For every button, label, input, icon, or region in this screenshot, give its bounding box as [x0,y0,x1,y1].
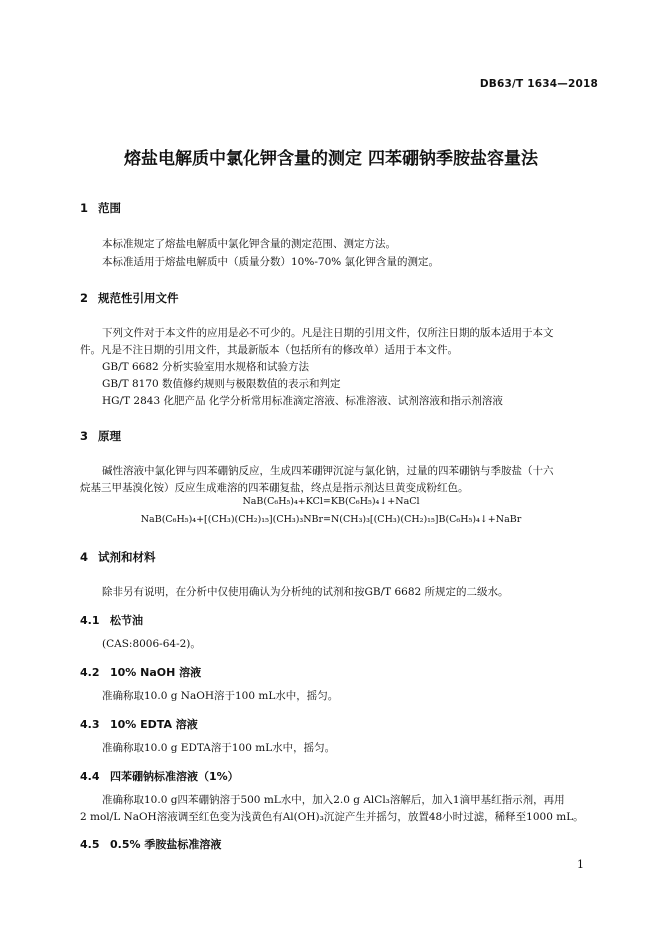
subsection-number: 4.1 [80,614,100,627]
subsection-heading [80,612,143,628]
section-title: 试剂和材料 [98,550,156,564]
subsection-number: 4.4 [80,770,100,783]
reference-item: GB/T 6682 分析实验室用水规格和试验方法 [102,361,310,373]
section-heading-principle [80,428,121,444]
paragraph-line: 准确称取10.0 g NaOH溶于100 mL水中，摇匀。 [102,690,339,702]
section-heading-reagents [80,549,156,565]
section-number: 4 [80,550,89,564]
paragraph-line: 本标准适用于熔盐电解质中（质量分数）10%-70% 氯化钾含量的测定。 [102,256,440,268]
reference-item: HG/T 2843 化肥产品 化学分析常用标准滴定溶液、标准溶液、试剂溶液和指示剂溶液 [102,395,503,407]
subsection-heading [80,768,239,784]
page-title: 熔盐电解质中氯化钾含量的测定 四苯硼钠季胺盐容量法 [124,149,538,169]
section-heading-scope [80,200,121,216]
paragraph-line: (CAS:8006-64-2)。 [102,638,201,650]
section-title: 原理 [98,429,121,443]
subsection-title: 0.5% 季胺盐标准溶液 [110,838,222,851]
subsection-title: 10% EDTA 溶液 [110,718,198,731]
reference-item: GB/T 8170 数值修约规则与极限数值的表示和判定 [102,378,341,390]
paragraph-line: 烷基三甲基溴化铵）反应生成难溶的四苯硼复盐，终点是指示剂达旦黄变成粉红色。 [80,482,469,494]
section-number: 3 [80,429,89,443]
paragraph-line: 2 mol/L NaOH溶液调至红色变为浅黄色有Al(OH)₃沉淀产生并摇匀，放置48小时过滤，稀释至1000 mL。 [80,811,584,823]
paragraph-line: 准确称取10.0 g四苯硼钠溶于500 mL水中，加入2.0 g AlCl₃溶解后，加入1滴甲基红指示剂，再用 [102,794,565,806]
subsection-number: 4.2 [80,666,100,679]
section-heading-references [80,290,179,306]
section-title: 范围 [98,201,121,215]
paragraph-line: 件。凡是不注日期的引用文件，其最新版本（包括所有的修改单）适用于本文件。 [80,344,458,356]
subsection-number: 4.3 [80,718,100,731]
paragraph-line: 下列文件对于本文件的应用是必不可少的。凡是注日期的引用文件，仅所注日期的版本适用于本文 [102,327,554,339]
section-number: 2 [80,291,89,305]
subsection-title: 松节油 [110,614,143,627]
section-number: 1 [80,201,89,215]
subsection-heading [80,716,198,732]
section-title: 规范性引用文件 [98,291,179,305]
equation: NaB(C₆H₅)₄+[(CH₃)(CH₂)₁₅](CH₃)₃NBr=N(CH₃)₃[(CH₃)(CH₂)₁₅]B(C₆H₅)₄↓+NaBr [140,514,522,525]
page-number: 1 [577,858,584,871]
equation: NaB(C₆H₅)₄+KCl=KB(C₆H₅)₄↓+NaCl [242,496,420,507]
subsection-heading [80,664,201,680]
subsection-number: 4.5 [80,838,100,851]
paragraph-line: 准确称取10.0 g EDTA溶于100 mL水中，摇匀。 [102,742,336,754]
paragraph-line: 本标准规定了熔盐电解质中氯化钾含量的测定范围、测定方法。 [102,238,396,250]
paragraph-line: 碱性溶液中氯化钾与四苯硼钠反应，生成四苯硼钾沉淀与氯化钠，过量的四苯硼钠与季胺盐（十六 [102,465,554,477]
subsection-heading [80,836,221,852]
subsection-title: 10% NaOH 溶液 [110,666,202,679]
document-id: DB63/T 1634—2018 [479,78,598,90]
subsection-title: 四苯硼钠标准溶液（1%） [110,770,239,783]
paragraph-line: 除非另有说明，在分析中仅使用确认为分析纯的试剂和按GB/T 6682 所规定的二级水。 [102,586,509,598]
